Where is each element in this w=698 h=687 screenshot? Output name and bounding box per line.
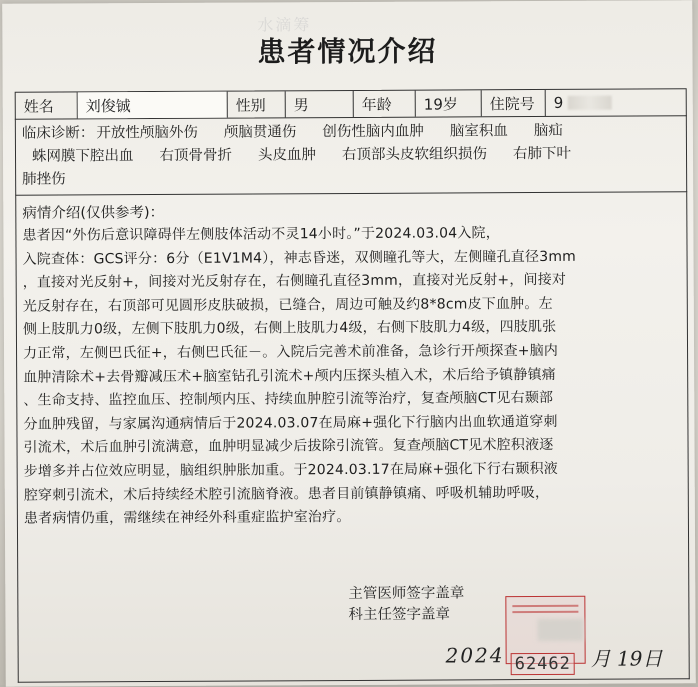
history-line: 腔穿刺引流术，术后持续经术腔引流脑脊液。患者目前镇静镇痛、呼吸机辅助呼吸， (23, 484, 550, 504)
diagnosis-line-3 (22, 165, 680, 191)
history-line: 侧上肢肌力0级，左侧下肢肌力0级，右侧上肢肌力4级，右侧下肢肌力4级，四肢肌张 (22, 319, 557, 339)
handwritten-date-day: 月 19日 (590, 646, 663, 671)
history-heading: 病情介绍(仅供参考)： (22, 204, 165, 222)
admission-value: 9 (553, 93, 564, 112)
redaction-blur (537, 619, 583, 641)
diagnosis-line-2 (22, 142, 680, 168)
history-line: 光反射存在，右顶部可见圆形皮肤破损，已缝合，周边可触及约8*8cm皮下血肿。左 (22, 295, 553, 315)
history-line: 步增多并占位效应明显，脑组织肿胀加重。于2024.03.17在局麻+强化下行右颞积液 (23, 460, 558, 480)
age-value: 19岁 (416, 90, 482, 116)
document-sheet (2, 0, 696, 687)
document-title: 患者情况介绍 (257, 34, 438, 69)
admission-value-cell (546, 89, 686, 116)
diagnosis-label: 临床诊断： (21, 125, 95, 142)
history-line: 、生命支持、监控血压、控制颅内压、持续血肿腔引流等治疗，复查颅脑CT见右颞部 (23, 390, 554, 409)
history-line: 入院查体：GCS评分：6分（E1V1M4），神志昏迷，双侧瞳孔等大，左侧瞳孔直径3mm (22, 248, 577, 268)
history-body (22, 221, 682, 531)
diagnosis-item: 脑室积血 (449, 123, 508, 140)
history-line: 患者因“外伤后意识障碍伴左侧肢体活动不灵14小时。”于2024.03.04入院， (22, 225, 500, 244)
name-label: 姓名 (16, 92, 78, 118)
admission-label: 住院号 (482, 90, 546, 116)
history-line: 血肿清除术+去骨瓣减压术+脑室钻孔引流术+颅内压探头植入术，术后给予镇静镇痛 (23, 366, 557, 386)
diagnosis-item: 头皮血肿 (257, 147, 317, 164)
history-line: 患者病情仍重，需继续在神经外科重症监护室治疗。 (23, 509, 351, 527)
history-line: 引流术，术后血肿引流满意，血肿明显减少后拔除引流管。复查颅脑CT见术腔积液逐 (23, 437, 554, 457)
age-label: 年龄 (354, 91, 416, 117)
diagnosis-line-1 (22, 119, 680, 145)
attending-signature-label: 主管医师签字盖章 (348, 585, 465, 603)
diagnosis-item: 右肺下叶 (512, 145, 572, 163)
director-signature-label: 科主任签字盖章 (348, 606, 450, 624)
history-line: 分血肿残留，与家属沟通病情后于2024.03.07在局麻+强化下行脑内出血软通道穿刺 (23, 413, 558, 433)
watermark: 水滴筹 (257, 15, 312, 35)
name-value: 刘俊铖 (78, 92, 228, 119)
diagnosis-item: 颅脑贯通伤 (223, 124, 297, 141)
diagnosis-item: 右顶部头皮软组织损伤 (341, 146, 488, 164)
sex-value: 男 (286, 91, 354, 117)
stamp-number: 62462 (511, 653, 575, 675)
handwritten-date-year: 2024 (445, 643, 505, 668)
diagnosis-box (15, 115, 687, 196)
diagnosis-item: 右顶骨骨折 (159, 147, 233, 164)
diagnosis-item: 创伤性脑内血肿 (322, 123, 424, 141)
diagnosis-item: 蛛网膜下腔出血 (31, 148, 134, 165)
history-line: 力正常，左侧巴氏征+，右侧巴氏征－。入院后完善术前准备，急诊行开颅探查+脑内 (23, 342, 559, 362)
diagnosis-item: 肺挫伤 (22, 171, 66, 188)
diagnosis-item: 开放性颅脑外伤 (96, 124, 198, 142)
redaction-blur (567, 96, 611, 110)
history-line: ，直接对光反射+，间接对光反射存在，右侧瞳孔直径3mm，直接对光反射+，间接对 (22, 272, 567, 291)
sex-label: 性别 (228, 91, 286, 117)
diagnosis-item: 脑疝 (533, 122, 563, 140)
